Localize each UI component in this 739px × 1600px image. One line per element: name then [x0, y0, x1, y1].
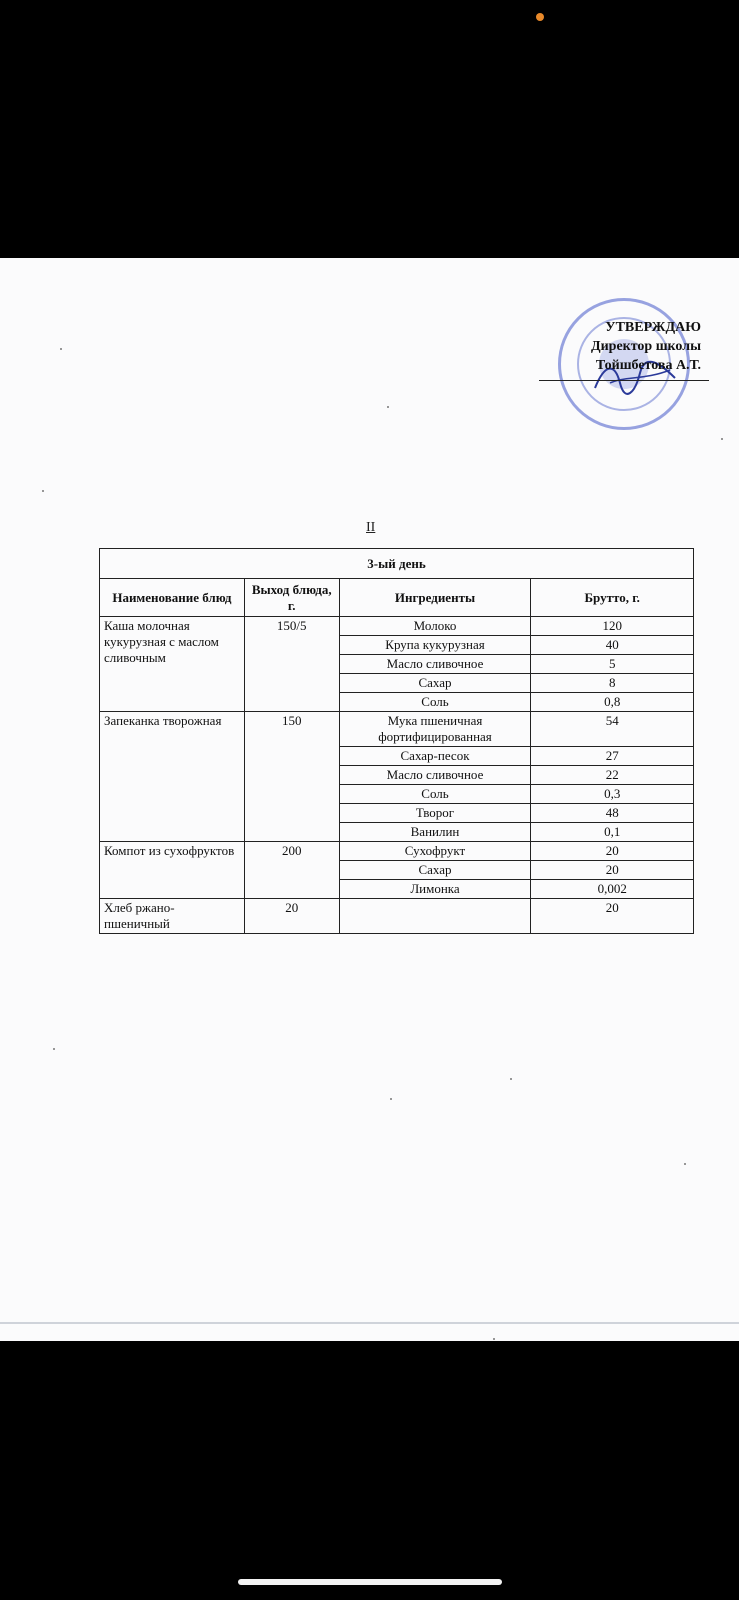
- ingredient-cell: Молоко: [339, 617, 531, 636]
- ingredient-cell: Масло сливочное: [339, 766, 531, 785]
- day-title: 3-ый день: [100, 549, 694, 579]
- approval-person: Тойшбетова А.Т.: [595, 358, 701, 373]
- speck: [60, 348, 62, 350]
- ingredient-cell: Масло сливочное: [339, 655, 531, 674]
- ingredient-cell: Сахар: [339, 674, 531, 693]
- dish-yield-cell: 150: [244, 712, 339, 842]
- table-row: [100, 712, 694, 747]
- status-indicator-dot: [536, 13, 544, 21]
- signature-line: [539, 380, 709, 381]
- speck: [493, 1338, 495, 1340]
- approval-position: Директор школы: [590, 339, 701, 354]
- ingredient-cell: [339, 899, 531, 934]
- ingredient-cell: Сухофрукт: [339, 842, 531, 861]
- document-page: [0, 258, 739, 1341]
- dish-name-cell: Хлеб ржано-пшеничный: [100, 899, 245, 934]
- gross-weight-cell: 0,8: [531, 693, 694, 712]
- speck: [387, 406, 389, 408]
- gross-weight-cell: 8: [531, 674, 694, 693]
- speck: [721, 438, 723, 440]
- gross-weight-cell: 27: [531, 747, 694, 766]
- gross-weight-cell: 40: [531, 636, 694, 655]
- dish-name-cell: Каша молочная кукурузная с маслом сливочным: [100, 617, 245, 712]
- dish-name-cell: Компот из сухофруктов: [100, 842, 245, 899]
- ingredient-cell: Лимонка: [339, 880, 531, 899]
- dish-yield-cell: 150/5: [244, 617, 339, 712]
- menu-table-body: [100, 617, 694, 934]
- header-dish-name: Наименование блюд: [100, 579, 245, 617]
- gross-weight-cell: 0,1: [531, 823, 694, 842]
- gross-weight-cell: 22: [531, 766, 694, 785]
- ingredient-cell: Сахар: [339, 861, 531, 880]
- ingredient-cell: Сахар-песок: [339, 747, 531, 766]
- dish-yield-cell: 20: [244, 899, 339, 934]
- ingredient-cell: Мука пшеничная фортифицированная: [339, 712, 531, 747]
- table-row: [100, 617, 694, 636]
- ingredient-cell: Творог: [339, 804, 531, 823]
- speck: [510, 1078, 512, 1080]
- table-row: [100, 842, 694, 861]
- page-mark: II: [366, 520, 376, 535]
- header-yield: Выход блюда, г.: [244, 579, 339, 617]
- ingredient-cell: Крупа кукурузная: [339, 636, 531, 655]
- ingredient-cell: Ванилин: [339, 823, 531, 842]
- menu-table: [99, 548, 694, 934]
- dish-name-cell: Запеканка творожная: [100, 712, 245, 842]
- speck: [53, 1048, 55, 1050]
- gross-weight-cell: 20: [531, 842, 694, 861]
- speck: [684, 1163, 686, 1165]
- ingredient-cell: Соль: [339, 693, 531, 712]
- home-indicator[interactable]: [238, 1579, 502, 1585]
- header-gross: Брутто, г.: [531, 579, 694, 617]
- gross-weight-cell: 0,002: [531, 880, 694, 899]
- header-ingredients: Ингредиенты: [339, 579, 531, 617]
- gross-weight-cell: 20: [531, 861, 694, 880]
- speck: [390, 1098, 392, 1100]
- gross-weight-cell: 0,3: [531, 785, 694, 804]
- approval-block: [591, 318, 701, 375]
- gross-weight-cell: 20: [531, 899, 694, 934]
- page-bottom-edge: [0, 1322, 739, 1324]
- dish-yield-cell: 200: [244, 842, 339, 899]
- ingredient-cell: Соль: [339, 785, 531, 804]
- speck: [42, 490, 44, 492]
- table-row: [100, 899, 694, 934]
- gross-weight-cell: 5: [531, 655, 694, 674]
- gross-weight-cell: 48: [531, 804, 694, 823]
- gross-weight-cell: 54: [531, 712, 694, 747]
- gross-weight-cell: 120: [531, 617, 694, 636]
- approval-title: УТВЕРЖДАЮ: [605, 320, 701, 335]
